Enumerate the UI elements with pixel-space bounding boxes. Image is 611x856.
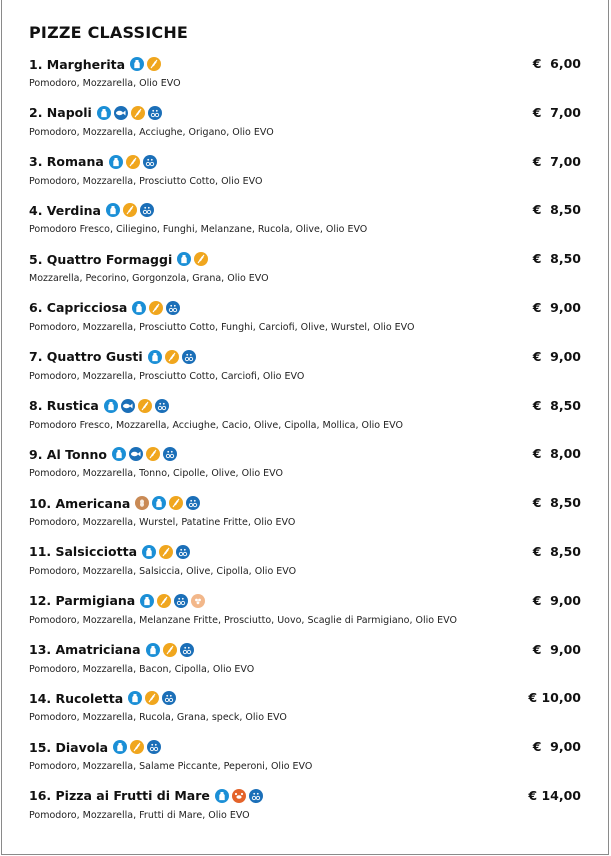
milk-icon	[140, 594, 154, 608]
milk-icon	[146, 643, 160, 657]
milk-icon	[177, 252, 191, 266]
milk-icon	[113, 740, 127, 754]
pizza-price: € 9,00	[532, 641, 581, 657]
menu-item	[29, 198, 581, 247]
gluten-icon	[165, 350, 179, 364]
sesame-icon	[191, 594, 205, 608]
milk-icon	[106, 203, 120, 217]
allergen-icons	[130, 57, 164, 71]
egg-icon	[186, 496, 200, 510]
menu-item	[29, 784, 581, 833]
pizza-ingredients: Pomodoro, Mozzarella, Prosciutto Cotto, Carciofi, Olio EVO	[29, 370, 305, 382]
pizza-price: € 8,50	[532, 495, 581, 511]
pizza-ingredients: Pomodoro Fresco, Mozzarella, Acciughe, Cacio, Olive, Cipolla, Mollica, Olio EVO	[29, 419, 403, 431]
menu-item-header	[29, 101, 581, 125]
gluten-icon	[169, 496, 183, 510]
gluten-icon	[123, 203, 137, 217]
pizza-name: 1. Margherita	[29, 56, 126, 72]
allergen-icons	[113, 740, 164, 754]
pizza-price: € 8,50	[532, 251, 581, 267]
gluten-icon	[194, 252, 208, 266]
pizza-ingredients: Mozzarella, Pecorino, Gorgonzola, Grana, Olio EVO	[29, 273, 269, 285]
pizza-name: 10. Americana	[29, 495, 131, 511]
gluten-icon	[126, 155, 140, 169]
milk-icon	[148, 350, 162, 364]
egg-icon	[148, 106, 162, 120]
allergen-icons	[112, 447, 180, 461]
allergen-icons	[109, 155, 160, 169]
allergen-icons	[135, 496, 203, 510]
menu-item-header	[29, 345, 581, 369]
allergen-icons	[132, 301, 183, 315]
egg-icon	[147, 740, 161, 754]
pizza-price: € 8,00	[532, 446, 581, 462]
pizza-name: 2. Napoli	[29, 105, 92, 121]
gluten-icon	[131, 106, 145, 120]
egg-icon	[155, 399, 169, 413]
menu-item	[29, 345, 581, 394]
pizza-price: € 8,50	[532, 202, 581, 218]
menu-item-header	[29, 686, 581, 710]
pizza-ingredients: Pomodoro, Mozzarella, Prosciutto Cotto, Funghi, Carciofi, Olive, Wurstel, Olio EVO	[29, 321, 415, 333]
egg-icon	[166, 301, 180, 315]
menu-item	[29, 491, 581, 540]
menu-item-header	[29, 52, 581, 76]
menu-item-header	[29, 784, 581, 808]
menu-item-header	[29, 198, 581, 222]
milk-icon	[132, 301, 146, 315]
pizza-ingredients: Pomodoro, Mozzarella, Frutti di Mare, Olio EVO	[29, 809, 250, 821]
egg-icon	[140, 203, 154, 217]
milk-icon	[142, 545, 156, 559]
allergen-icons	[148, 350, 199, 364]
pizza-name: 14. Rucoletta	[29, 690, 124, 706]
egg-icon	[163, 447, 177, 461]
gluten-icon	[159, 545, 173, 559]
gluten-icon	[163, 643, 177, 657]
menu-item-header	[29, 394, 581, 418]
pizza-ingredients: Pomodoro, Mozzarella, Melanzane Fritte, Prosciutto, Uovo, Scaglie di Parmigiano, Olio EVO	[29, 614, 457, 626]
milk-icon	[109, 155, 123, 169]
pizza-price: € 8,50	[532, 397, 581, 413]
gluten-icon	[146, 447, 160, 461]
menu-item	[29, 296, 581, 345]
milk-icon	[128, 691, 142, 705]
pizza-name: 4. Verdina	[29, 202, 101, 218]
milk-icon	[112, 447, 126, 461]
allergen-icons	[215, 789, 266, 803]
milk-icon	[97, 106, 111, 120]
menu-item-header	[29, 491, 581, 515]
menu-item	[29, 442, 581, 491]
pizza-ingredients: Pomodoro, Mozzarella, Rucola, Grana, speck, Olio EVO	[29, 712, 287, 724]
menu-list	[29, 52, 581, 833]
pizza-ingredients: Pomodoro, Mozzarella, Prosciutto Cotto, Olio EVO	[29, 175, 263, 187]
menu-item	[29, 686, 581, 735]
allergen-icons	[106, 203, 157, 217]
menu-item	[29, 101, 581, 150]
pizza-ingredients: Pomodoro, Mozzarella, Olio EVO	[29, 78, 181, 89]
menu-item	[29, 150, 581, 199]
pizza-name: 13. Amatriciana	[29, 642, 141, 658]
pizza-name: 5. Quattro Formaggi	[29, 251, 173, 267]
pizza-price: € 7,00	[532, 104, 581, 120]
allergen-icons	[146, 643, 197, 657]
milk-icon	[152, 496, 166, 510]
menu-item	[29, 540, 581, 589]
menu-item	[29, 589, 581, 638]
menu-item-header	[29, 296, 581, 320]
pizza-name: 9. Al Tonno	[29, 446, 107, 462]
menu-item	[29, 638, 581, 687]
peanut-icon	[135, 496, 149, 510]
allergen-icons	[104, 399, 172, 413]
egg-icon	[180, 643, 194, 657]
gluten-icon	[149, 301, 163, 315]
milk-icon	[130, 57, 144, 71]
egg-icon	[143, 155, 157, 169]
pizza-name: 6. Capricciosa	[29, 300, 128, 316]
pizza-ingredients: Pomodoro, Mozzarella, Salame Piccante, Peperoni, Olio EVO	[29, 761, 313, 773]
pizza-ingredients: Pomodoro, Mozzarella, Salsiccia, Olive, Cipolla, Olio EVO	[29, 565, 297, 577]
menu-item-header	[29, 638, 581, 662]
allergen-icons	[177, 252, 211, 266]
fish-icon	[121, 399, 135, 413]
pizza-name: 11. Salsicciotta	[29, 544, 138, 560]
pizza-price: € 9,00	[532, 299, 581, 315]
egg-icon	[162, 691, 176, 705]
pizza-price: € 14,00	[528, 787, 581, 803]
gluten-icon	[130, 740, 144, 754]
menu-item-header	[29, 589, 581, 613]
allergen-icons	[97, 106, 165, 120]
gluten-icon	[157, 594, 171, 608]
pizza-name: 8. Rustica	[29, 398, 99, 414]
egg-icon	[174, 594, 188, 608]
pizza-ingredients: Pomodoro, Mozzarella, Acciughe, Origano, Olio EVO	[29, 126, 274, 138]
menu-item-header	[29, 150, 581, 174]
pizza-name: 12. Parmigiana	[29, 593, 136, 609]
pizza-name: 16. Pizza ai Frutti di Mare	[29, 788, 210, 804]
milk-icon	[215, 789, 229, 803]
pizza-name: 7. Quattro Gusti	[29, 349, 143, 365]
pizza-name: 3. Romana	[29, 154, 104, 170]
pizza-ingredients: Pomodoro, Mozzarella, Wurstel, Patatine Fritte, Olio EVO	[29, 517, 296, 529]
menu-item	[29, 247, 581, 296]
menu-item-header	[29, 442, 581, 466]
pizza-price: € 10,00	[528, 690, 581, 706]
fish-icon	[114, 106, 128, 120]
pizza-price: € 9,00	[532, 348, 581, 364]
egg-icon	[182, 350, 196, 364]
menu-item-header	[29, 247, 581, 271]
menu-item-header	[29, 540, 581, 564]
pizza-price: € 9,00	[532, 592, 581, 608]
allergen-icons	[128, 691, 179, 705]
pizza-name: 15. Diavola	[29, 739, 109, 755]
gluten-icon	[145, 691, 159, 705]
egg-icon	[249, 789, 263, 803]
gluten-icon	[147, 57, 161, 71]
pizza-price: € 7,00	[532, 153, 581, 169]
section-title: PIZZE CLASSICHE	[29, 23, 189, 42]
pizza-price: € 6,00	[532, 56, 581, 71]
pizza-price: € 8,50	[532, 543, 581, 559]
milk-icon	[104, 399, 118, 413]
menu-item	[29, 735, 581, 784]
allergen-icons	[142, 545, 193, 559]
pizza-price: € 9,00	[532, 739, 581, 755]
menu-item	[29, 394, 581, 443]
pizza-ingredients: Pomodoro, Mozzarella, Tonno, Cipolle, Olive, Olio EVO	[29, 468, 283, 480]
gluten-icon	[138, 399, 152, 413]
menu-item-header	[29, 735, 581, 759]
menu-item	[29, 52, 581, 101]
allergen-icons	[140, 594, 208, 608]
fish-icon	[129, 447, 143, 461]
pizza-ingredients: Pomodoro, Mozzarella, Bacon, Cipolla, Olio EVO	[29, 663, 255, 675]
crustacean-icon	[232, 789, 246, 803]
pizza-ingredients: Pomodoro Fresco, Ciliegino, Funghi, Melanzane, Rucola, Olive, Olio EVO	[29, 224, 368, 236]
egg-icon	[176, 545, 190, 559]
